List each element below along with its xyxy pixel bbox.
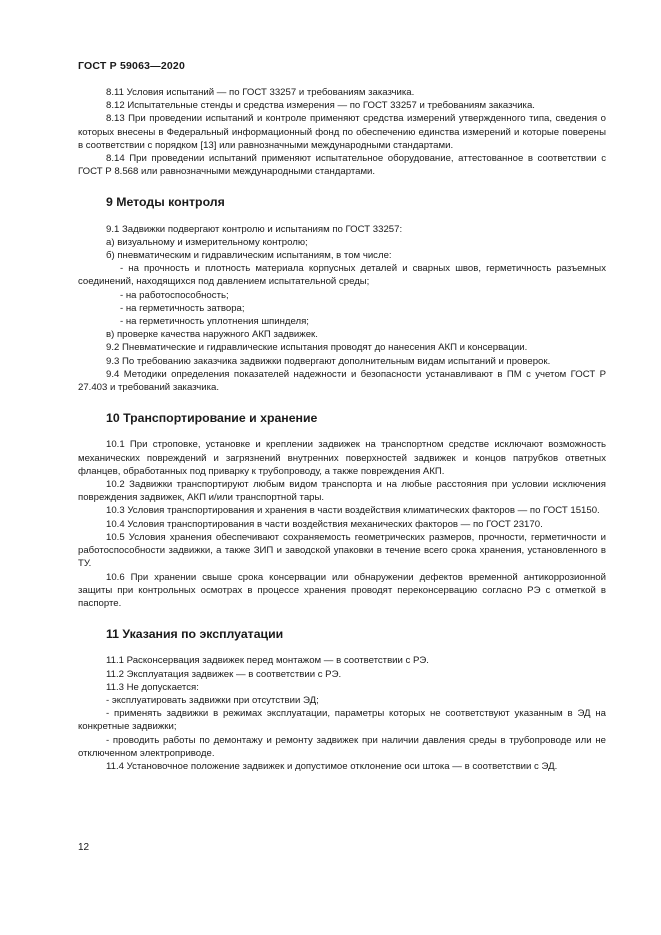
section-heading-11: 11 Указания по эксплуатации xyxy=(106,627,284,642)
paragraph-11-4: 11.4 Установочное положение задвижек и допустимое отклонение оси штока — в соответствии с ЭД. xyxy=(106,760,558,772)
paragraph-11-2: 11.2 Эксплуатация задвижек — в соответствии с РЭ. xyxy=(106,668,342,680)
list-subitem-gate-tightness: - на герметичность затвора; xyxy=(120,302,245,314)
list-item-b: б) пневматическим и гидравлическим испытаниям, в том числе: xyxy=(106,250,392,262)
prohibition-item-1: - эксплуатировать задвижки при отсутствии ЭД; xyxy=(106,694,319,706)
prohibition-item-2: - применять задвижки в режимах эксплуатации, параметры которых не соответствуют указанным в ЭД на конкретные задвижки; xyxy=(78,708,606,733)
list-item-a: а) визуальному и измерительному контролю; xyxy=(106,236,308,248)
paragraph-9-2: 9.2 Пневматические и гидравлические испытания проводят до нанесения АКП и консервации. xyxy=(106,342,528,354)
list-subitem-spindle-seal: - на герметичность уплотнения шпинделя; xyxy=(120,316,309,328)
document-body xyxy=(78,86,606,773)
prohibition-item-3: - проводить работы по демонтажу и ремонту задвижек при наличии давления среды в трубопроводе или не отключенном электроприводе. xyxy=(78,734,606,759)
paragraph-9-1: 9.1 Задвижки подвергают контролю и испытаниям по ГОСТ 33257: xyxy=(106,223,403,235)
paragraph-8-13: 8.13 При проведении испытаний и контроле применяют средства измерений утвержденного типа, сведения о которых внесены в Федеральный информационный фонд по обеспечению единства измерений и которые поверены в соответствии с порядком [13] или равнозначными международными стандартами. xyxy=(78,113,606,151)
paragraph-8-14: 8.14 При проведении испытаний применяют испытательное оборудование, аттестованное в соответствии с ГОСТ Р 8.568 или равнозначными международными стандартами. xyxy=(78,153,606,178)
paragraph-10-1: 10.1 При строповке, установке и креплении задвижек на транспортном средстве исключают возможность механических повреждений и загрязнений внутренних поверхностей задвижек и концов патрубков ответных фланцев, обработанных под приварку к трубопроводу, а также повреждения АКП. xyxy=(78,439,606,477)
paragraph-8-11: 8.11 Условия испытаний — по ГОСТ 33257 и требованиям заказчика. xyxy=(106,87,415,98)
section-heading-9: 9 Методы контроля xyxy=(106,195,225,210)
paragraph-9-3: 9.3 По требованию заказчика задвижки подвергают дополнительным видам испытаний и проверок. xyxy=(106,355,551,367)
page-number: 12 xyxy=(78,842,90,853)
list-item-c: в) проверке качества наружного АКП задвижек. xyxy=(106,329,318,341)
document-header: ГОСТ Р 59063—2020 xyxy=(78,60,186,72)
paragraph-11-1: 11.1 Расконсервация задвижек перед монтажом — в соответствии с РЭ. xyxy=(106,655,429,667)
list-subitem-strength: - на прочность и плотность материала корпусных деталей и сварных швов, герметичность разъемных соединений, находящихся под давлением испытательной среды; xyxy=(78,263,606,288)
paragraph-10-6: 10.6 При хранении свыше срока консервации или обнаружении дефектов временной антикоррозионной защиты при контрольных осмотрах в процессе хранения проводят переконсервацию согласно РЭ с отметкой в паспорте. xyxy=(78,571,606,609)
paragraph-10-5: 10.5 Условия хранения обеспечивают сохраняемость геометрических размеров, прочности, герметичности и работоспособности задвижки, а также ЗИП и заводской упаковки в течение всего срока хранения, установленного в ТУ. xyxy=(78,531,606,570)
section-heading-10: 10 Транспортирование и хранение xyxy=(106,411,318,426)
list-subitem-operability: - на работоспособность; xyxy=(120,289,229,301)
paragraph-9-4: 9.4 Методики определения показателей надежности и безопасности устанавливают в ПМ с учетом ГОСТ Р 27.403 и требований заказчика. xyxy=(78,368,606,394)
paragraph-10-3: 10.3 Условия транспортирования и хранения в части воздействия климатических факторов — по ГОСТ 15150. xyxy=(106,505,600,517)
paragraph-10-2: 10.2 Задвижки транспортируют любым видом транспорта и на любые расстояния при условии исключения повреждения задвижек, АКП и/или транспортной тары. xyxy=(78,479,606,504)
paragraph-11-3: 11.3 Не допускается: xyxy=(106,681,199,693)
paragraph-8-12: 8.12 Испытательные стенды и средства измерения — по ГОСТ 33257 и требованиям заказчика. xyxy=(106,100,535,112)
paragraph-10-4: 10.4 Условия транспортирования в части воздействия механических факторов — по ГОСТ 23170. xyxy=(106,518,543,530)
